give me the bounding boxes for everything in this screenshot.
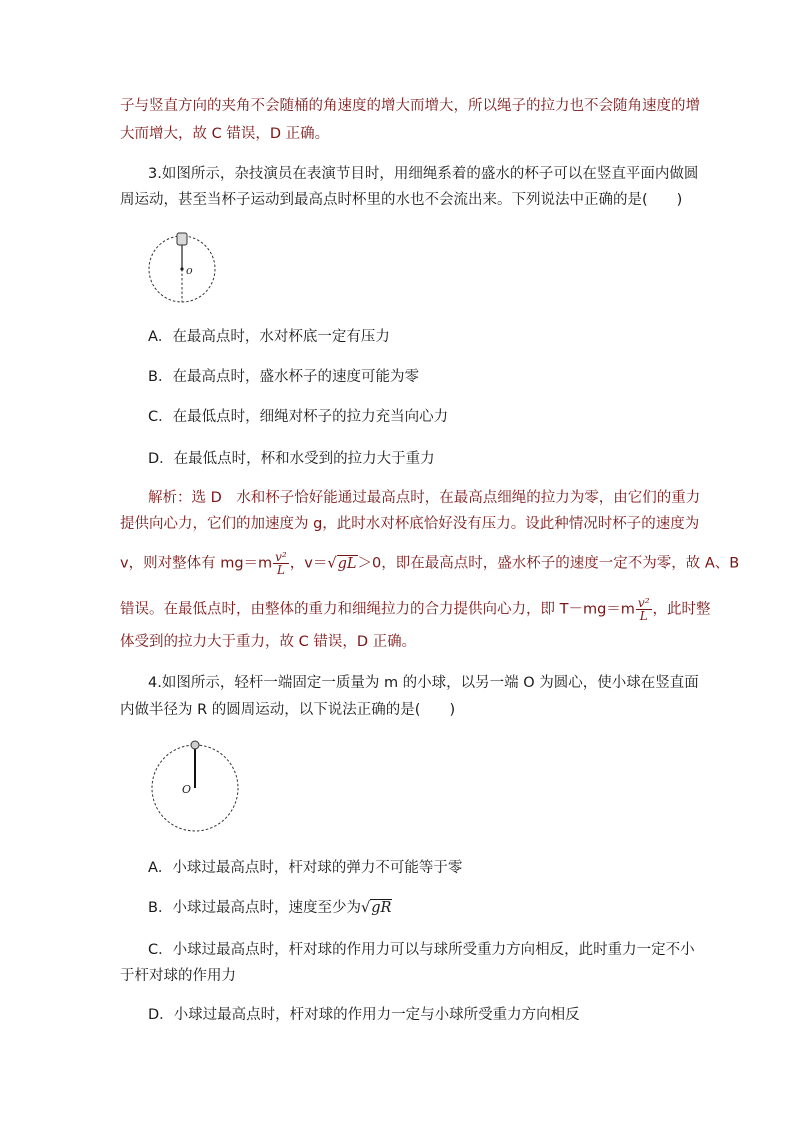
q3-option-a: A．在最高点时，水对杯底一定有压力 (148, 329, 390, 345)
q4-figure-rod-circle (148, 737, 248, 837)
sqrt-gR: √gR (360, 900, 392, 916)
fraction-v2-over-L-2 (636, 597, 652, 622)
q3-analysis-l3-b: ，v＝ (289, 555, 328, 572)
q3-analysis-line-4 (120, 597, 711, 622)
q4-option-c-line-2: 于杆对球的作用力 (120, 968, 236, 984)
q4-stem-line-2: 内做半径为 R 的圆周运动，以下说法正确的是( ) (120, 702, 456, 718)
center-label-o: o (186, 264, 193, 277)
q3-analysis-line-3 (120, 551, 739, 576)
intro-line-2: 大而增大，故 C 错误，D 正确。 (120, 126, 330, 142)
q3-option-c: C．在最低点时，细绳对杯子的拉力充当向心力 (148, 409, 449, 425)
q3-figure-cup-circle (140, 225, 230, 315)
q3-analysis-line-2: 提供向心力，它们的加速度为 g，此时水对杯底恰好没有压力。设此种情况时杯子的速度为 (120, 516, 700, 532)
q3-stem-line-1: 3.如图所示，杂技演员在表演节目时，用细绳系着的盛水的杯子可以在竖直平面内做圆 (148, 166, 699, 182)
center-point (180, 267, 183, 270)
sqrt-radicand: gR (371, 900, 392, 916)
q4-option-b-text: B．小球过最高点时，速度至少为 (148, 900, 361, 916)
sqrt-radicand: gL (337, 555, 357, 572)
q3-analysis-line-5: 体受到的拉力大于重力，故 C 错误，D 正确。 (120, 634, 417, 650)
q3-analysis-l3-c: ＞0，即在最高点时，盛水杯子的速度一定不为零，故 A、B (357, 555, 740, 572)
fraction-numerator: v² (637, 596, 650, 610)
intro-line-1: 子与竖直方向的夹角不会随桶的角速度的增大而增大，所以绳子的拉力也不会随角速度的增 (120, 98, 700, 114)
q3-stem-line-2: 周运动，甚至当杯子运动到最高点时杯里的水也不会流出来。下列说法中正确的是( ) (120, 192, 683, 208)
q4-option-c-line-1: C．小球过最高点时，杆对球的作用力可以与球所受重力方向相反，此时重力一定不小 (148, 942, 695, 958)
q4-stem-line-1: 4.如图所示，轻杆一端固定一质量为 m 的小球，以另一端 O 为圆心，使小球在竖直面 (148, 675, 699, 691)
fraction-denominator: L (276, 563, 285, 577)
q4-option-a: A．小球过最高点时，杆对球的弹力不可能等于零 (148, 860, 463, 876)
q4-option-b (148, 898, 392, 918)
q3-option-b: B．在最高点时，盛水杯子的速度可能为零 (148, 369, 419, 385)
q3-analysis-l4-b: ，此时整 (652, 601, 711, 618)
q3-analysis-line-1: 解析：选 D 水和杯子恰好能通过最高点时，在最高点细绳的拉力为零，由它们的重力 (148, 490, 701, 506)
q4-option-d: D．小球过最高点时，杆对球的作用力一定与小球所受重力方向相反 (148, 1007, 580, 1023)
fraction-numerator: v² (275, 550, 287, 564)
q3-analysis-l4-a: 错误。在最低点时，由整体的重力和细绳拉力的合力提供向心力，即 T－mg＝m (120, 601, 635, 618)
q3-option-d: D．在最低点时，杯和水受到的拉力大于重力 (148, 451, 435, 467)
q3-analysis-l3-a: v，则对整体有 mg＝m (120, 555, 273, 572)
ball-icon (191, 741, 199, 749)
fraction-denominator: L (639, 609, 648, 623)
center-label-o: O (182, 783, 192, 796)
fraction-v2-over-L (273, 551, 289, 576)
sqrt-gL: √gL (327, 555, 357, 572)
cup-icon (177, 233, 187, 245)
